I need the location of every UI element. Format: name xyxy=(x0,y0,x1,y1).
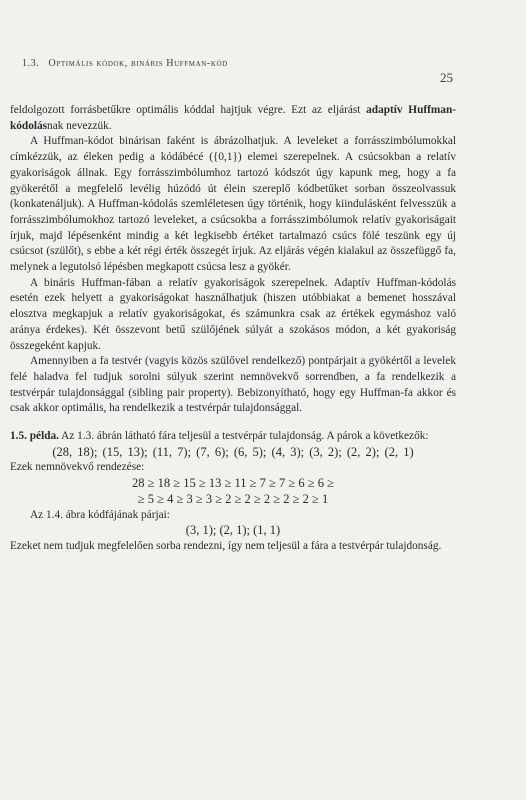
figure-pairs-list: (3, 1); (2, 1); (1, 1) xyxy=(185,523,281,538)
paragraph-1-text: feldolgozott forrásbetűkre optimális kóddal hajtjuk végre. Ezt az eljárást xyxy=(10,104,367,116)
page-number: 25 xyxy=(440,70,453,85)
section-number: 1.3. xyxy=(22,58,40,69)
pairs-list: (28, 18); (15, 13); (11, 7); (7, 6); (6, 5); (4, 3); (3, 2); (2, 2); (2, 1) xyxy=(52,444,414,459)
paragraph-3: A bináris Huffman-fában a relatív gyakoriságok szerepelnek. Adaptív Huffman-kódolás esetén ezek helyett a gyakoriságokat használhatjuk (hiszen utóbbiakat a bemenet hosszával elosztva megkapjuk a relatív gyakoriságokat, és számunkra csak az értékek egymáshoz való aránya érdekes). Két összevont betű szülőjének súlyát a szokásos módon, a két gyakoriság összegeként kapjuk. xyxy=(10,276,456,352)
example-label: 1.5. példa. xyxy=(10,430,59,443)
section-title: Optimális kódok, bináris Huffman-kód xyxy=(48,58,228,69)
paragraph-2: A Huffman-kódot binárisan faként is ábrázolhatjuk. A leveleket a forrásszimbólumokkal címkézzük, az éleken pedig a kódábécé ({0,1}) elemei szerepelnek. A csúcsokban a relatív gyakoriságok állnak. Egy forrásszimbólumhoz tartozó kódszót úgy kapunk meg, hogy a fa gyökerétől a megfelelő levélig húzódó út élein szereplő kódbetűket sorban összeolvassuk (konkatenáljuk). A Huffman-kódolás szemléletesen úgy történik, hogy kiindulásként felvesszük a forrásszimbólumokhoz tartozó leveleket, a csúcsokba a forrásszimbólumok relatív gyakoriságait írjuk, majd lépésenként mindig a két legkisebb értéket tartalmazó csúcs fölé teszünk egy új csúcsot (szülőt), s ebbe a két régi érték összegét írjuk. Az eljárás végén kialakul az összefüggő fa, melynek a legutolsó lépésben megkapott csúcsa lesz a gyökér. xyxy=(10,135,456,274)
main-text xyxy=(10,103,456,555)
inequality-chain-2: ≥ 5 ≥ 4 ≥ 3 ≥ 3 ≥ 2 ≥ 2 ≥ 2 ≥ 2 ≥ 2 ≥ 1 xyxy=(137,491,329,506)
figure-pairs-intro: Az 1.4. ábra kódfájának párjai: xyxy=(30,508,170,521)
example-heading xyxy=(10,429,456,445)
term-adaptive-huffman: adaptív Huffman-kódolás xyxy=(10,104,456,132)
conclusion: Ezeket nem tudjuk megfelelően sorba rendezni, így nem teljesül a fára a testvérpár tulajdonság. xyxy=(10,539,442,552)
example-text: Az 1.3. ábrán látható fára teljesül a testvérpár tulajdonság. A párok a következők: xyxy=(58,430,429,443)
paragraph-1-suffix: nak nevezzük. xyxy=(47,119,112,132)
order-intro: Ezek nemnövekvő rendezése: xyxy=(10,461,145,474)
paragraph-4: Amennyiben a fa testvér (vagyis közös szülővel rendelkező) pontpárjait a gyökértől a levelek felé haladva fel tudjuk sorolni súlyuk szerint nemnövekvő sorrendben, a fa rendelkezik a testvérpár tulajdonsággal (sibling pair property). Bebizonyítható, hogy egy Huffman-fa akkor és csak akkor optimális, ha rendelkezik a testvérpár tulajdonsággal. xyxy=(10,355,456,415)
paragraph-1 xyxy=(10,103,456,134)
running-header xyxy=(22,58,464,69)
inequality-chain-1: 28 ≥ 18 ≥ 15 ≥ 13 ≥ 11 ≥ 7 ≥ 7 ≥ 6 ≥ 6 ≥ xyxy=(132,476,334,491)
